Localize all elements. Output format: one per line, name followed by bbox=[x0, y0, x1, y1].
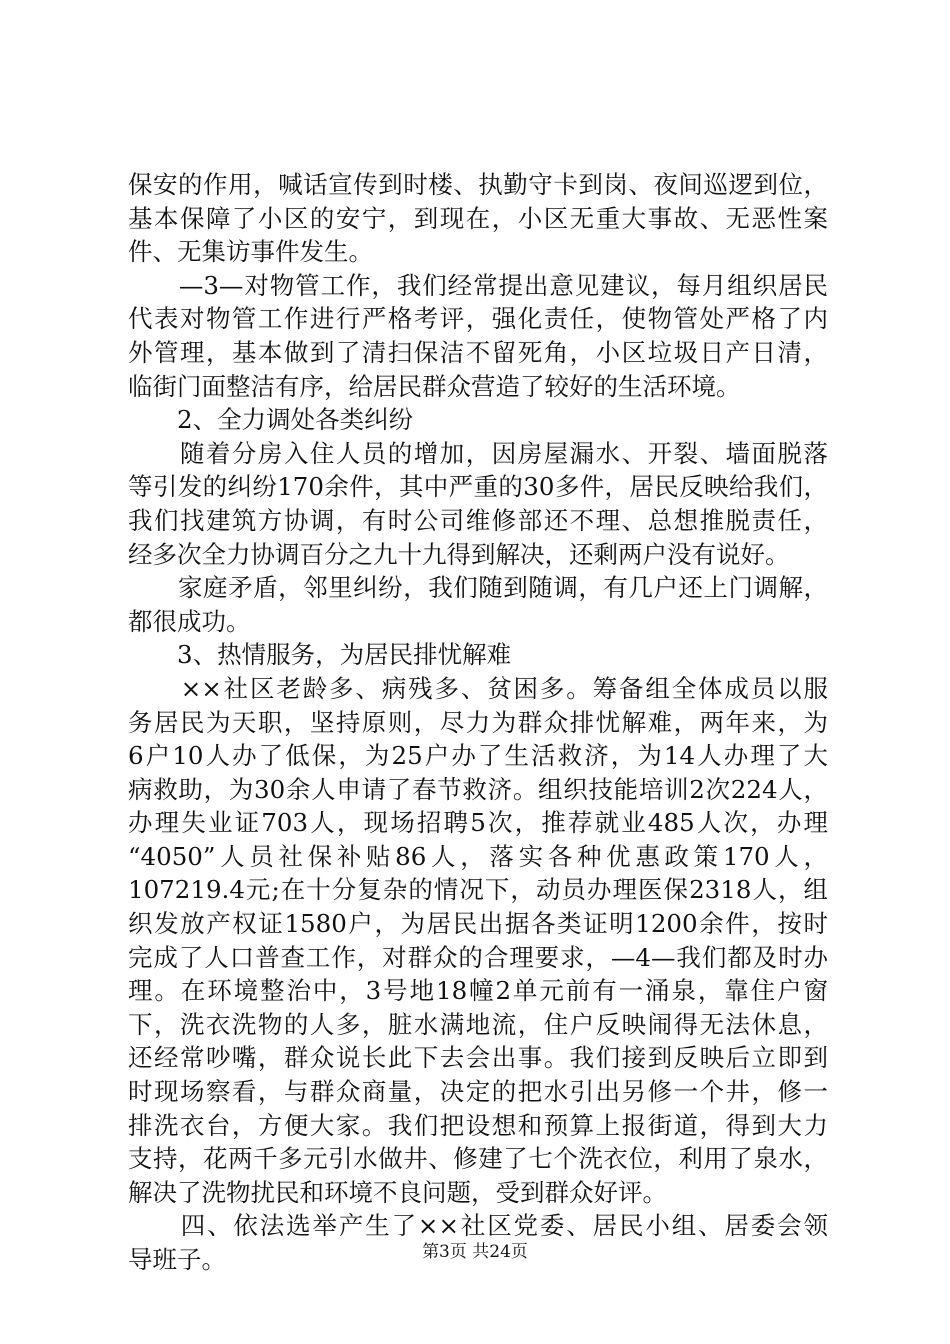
text-line: 107219.4元;在十分复杂的情况下，动员办理医保2318人，组 bbox=[128, 875, 828, 905]
text-line: 务居民为天职，坚持原则，尽力为群众排忧解难，两年来，为 bbox=[128, 707, 828, 737]
text-line: 保安的作用，喊话宣传到时楼、执勤守卡到岗、夜间巡逻到位， bbox=[128, 170, 828, 199]
text-line: 办理失业证703人，现场招聘5次，推荐就业485人次，办理 bbox=[128, 808, 828, 838]
text-line: 基本保障了小区的安宁，到现在，小区无重大事故、无恶性案 bbox=[128, 203, 828, 233]
text-line: 外管理，基本做到了清扫保洁不留死角，小区垃圾日产日清， bbox=[128, 337, 828, 367]
text-line: 还经常吵嘴，群众说长此下去会出事。我们接到反映后立即到 bbox=[128, 1043, 828, 1073]
text-line: 病救助，为30余人申请了春节救济。组织技能培训2次224人， bbox=[128, 774, 828, 804]
text-line: 导班子。 bbox=[128, 1245, 226, 1274]
text-line: ××社区老龄多、病残多、贫困多。筹备组全体成员以服 bbox=[128, 673, 828, 703]
text-line: 时现场察看，与群众商量，决定的把水引出另修一个井，修一 bbox=[128, 1077, 828, 1107]
text-line: 完成了人口普查工作，对群众的合理要求，—4—我们都及时办 bbox=[128, 942, 828, 972]
text-line: 织发放产权证1580户，为居民出据各类证明1200余件，按时 bbox=[128, 909, 828, 939]
text-line: 家庭矛盾，邻里纠纷，我们随到随调，有几户还上门调解， bbox=[128, 573, 828, 603]
text-line: 代表对物管工作进行严格考评，强化责任，使物管处严格了内 bbox=[128, 304, 828, 334]
page-number-footer: 第3页 共24页 bbox=[422, 1242, 528, 1262]
text-line: 支持，花两千多元引水做井、修建了七个洗衣位，利用了泉水， bbox=[128, 1144, 828, 1174]
text-line: 随着分房入住人员的增加，因房屋漏水、开裂、墙面脱落 bbox=[128, 438, 828, 468]
text-line: 下，洗衣洗物的人多，脏水满地流，住户反映闹得无法休息， bbox=[128, 1009, 828, 1039]
text-line: 6户10人办了低保，为25户办了生活救济，为14人办理了大 bbox=[128, 741, 828, 771]
text-line: 件、无集访事件发生。 bbox=[128, 237, 373, 267]
text-line: 等引发的纠纷170余件，其中严重的30多件，居民反映给我们， bbox=[128, 472, 828, 502]
text-line: 我们找建筑方协调，有时公司维修部还不理、总想推脱责任， bbox=[128, 505, 828, 535]
text-line: 排洗衣台，方便大家。我们把设想和预算上报街道，得到大力 bbox=[128, 1110, 828, 1140]
text-line: 经多次全力协调百分之九十九得到解决，还剩两户没有说好。 bbox=[128, 539, 790, 569]
text-line: 理。在环境整治中，3号地18幢2单元前有一涌泉，靠住户窗 bbox=[128, 976, 828, 1006]
body-text bbox=[128, 168, 828, 1277]
text-line: 临街门面整洁有序，给居民群众营造了较好的生活环境。 bbox=[128, 371, 741, 401]
text-line: “4050”人员社保补贴86人，落实各种优惠政策170人， bbox=[128, 841, 828, 871]
text-line: —3—对物管工作，我们经常提出意见建议，每月组织居民 bbox=[128, 270, 828, 300]
text-line: 都很成功。 bbox=[128, 606, 251, 636]
text-line: 解决了洗物扰民和环境不良问题，受到群众好评。 bbox=[128, 1177, 667, 1207]
section-heading: 3、热情服务，为居民排忧解难 bbox=[128, 640, 512, 670]
section-heading: 四、依法选举产生了××社区党委、居民小组、居委会领 bbox=[128, 1211, 828, 1241]
section-heading: 2、全力调处各类纠纷 bbox=[128, 405, 414, 435]
